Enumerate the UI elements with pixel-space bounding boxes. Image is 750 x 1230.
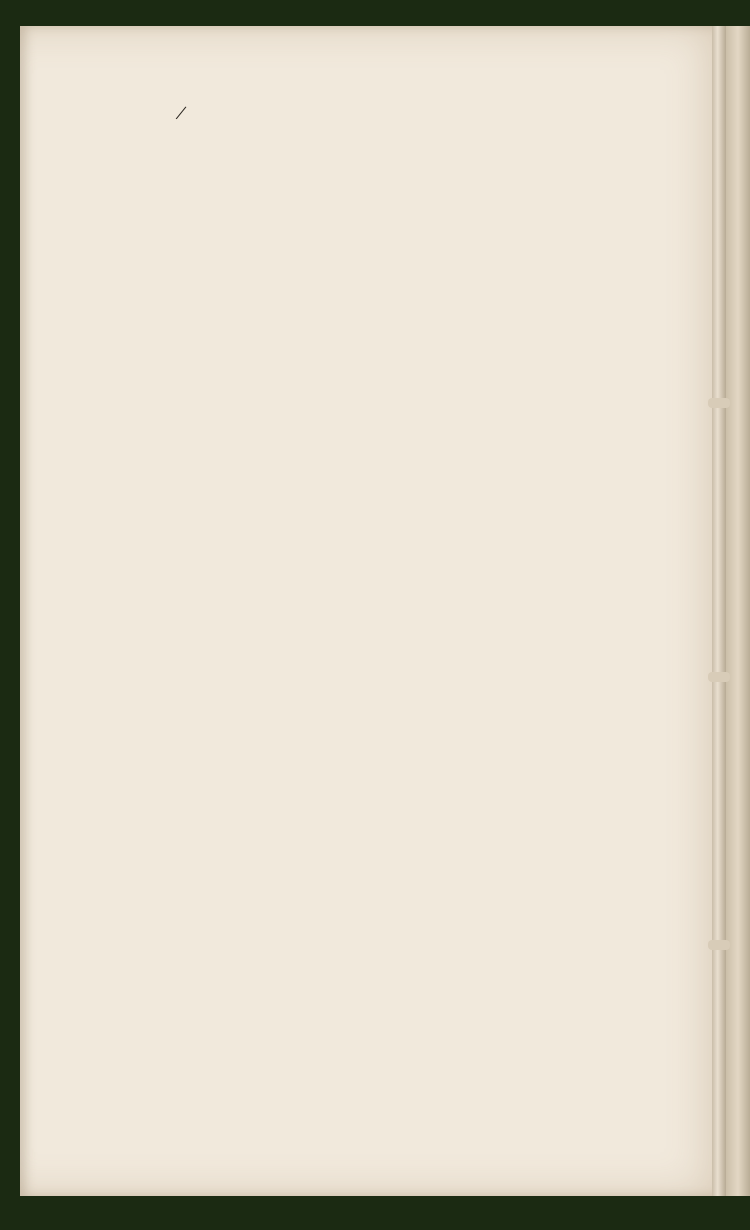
- pencil-mark: /: [174, 99, 189, 126]
- binding-stitch: [708, 940, 730, 950]
- binding-stitch: [708, 398, 730, 408]
- facing-page-edge: [726, 26, 750, 1196]
- binding-stitch: [708, 672, 730, 682]
- book-spine: [712, 26, 726, 1196]
- book-page: [20, 26, 738, 1196]
